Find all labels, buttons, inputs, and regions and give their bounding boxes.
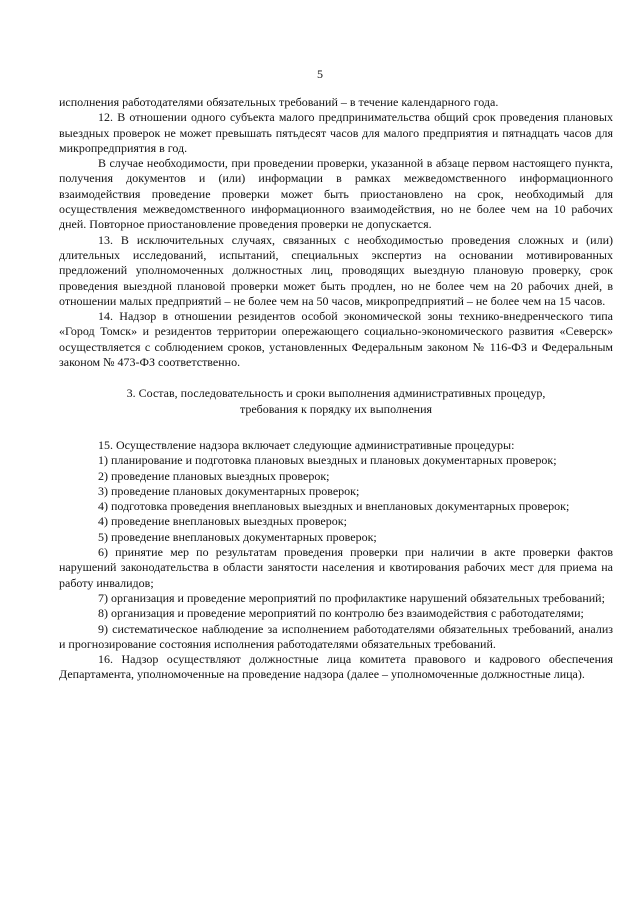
- paragraph-item-15: 15. Осуществление надзора включает следующие административные процедуры:: [98, 437, 515, 452]
- section-title-line-2: требования к порядку их выполнения: [239, 401, 433, 416]
- list-item-procedure-9: 9) систематическое наблюдение за исполнением работодателями обязательных требований, анализ и прогнозирование состояния исполнения работодателями обязательных требований.: [59, 621, 613, 651]
- list-item-procedure-4a: 4) подготовка проведения внеплановых выездных и внеплановых документарных проверок;: [98, 499, 570, 514]
- list-item-procedure-1: 1) планирование и подготовка плановых выездных и плановых документарных проверок;: [98, 453, 557, 468]
- list-item-procedure-2: 2) проведение плановых выездных проверок;: [98, 468, 330, 483]
- section-title: [59, 386, 613, 417]
- list-item-procedure-6: 6) принятие мер по результатам проведения проверки при наличии в акте проверки фактов нарушений законодательства в области занятости населения и квотирования рабочих мест для приема на работу инвалидов;: [59, 545, 613, 590]
- list-item-procedure-5: 5) проведение внеплановых документарных проверок;: [98, 529, 377, 544]
- list-item-procedure-7: 7) организация и проведение мероприятий по профилактике нарушений обязательных требований;: [98, 590, 605, 605]
- page-number: 5: [317, 67, 323, 81]
- paragraph-item-13: 13. В исключительных случаях, связанных с необходимостью проведения сложных и (или) длительных исследований, испытаний, специальных экспертиз на основании мотивированных предложений уполномоченных должностных лиц, проводящих выездную плановую проверку, срок проведения выездной плановой проверки может быть продлен, но не более чем на 20 рабочих дней, в отношении малых предприятий – не более чем на 50 часов, микропредприятий – не более чем на 15 часов.: [59, 232, 613, 308]
- list-item-procedure-3: 3) проведение плановых документарных проверок;: [98, 483, 360, 498]
- paragraph-item-12-suspension: В случае необходимости, при проведении проверки, указанной в абзаце первом настоящего пункта, получения документов и (или) информации в рамках межведомственного информационного взаимодействия проведение проверки может быть приостановлено на срок, необходимый для осуществления межведомственного информационного взаимодействия, но не более чем на 10 рабочих дней. Повторное приостановление проведения проверки не допускается.: [59, 156, 613, 232]
- paragraph-item-14: 14. Надзор в отношении резидентов особой экономической зоны технико-внедренческого типа «Город Томск» и резидентов территории опережающего социально-экономического развития «Северск» осуществляется с соблюдением сроков, установленных Федеральным законом № 116-ФЗ и Федеральным законом № 473-ФЗ соответственно.: [59, 309, 613, 370]
- document-body: [59, 95, 613, 683]
- paragraph-continuation: исполнения работодателями обязательных требований – в течение календарного года.: [59, 95, 499, 109]
- list-item-procedure-4b: 4) проведение внеплановых выездных проверок;: [98, 514, 347, 529]
- section-title-line-1: 3. Состав, последовательность и сроки выполнения административных процедур,: [126, 386, 546, 401]
- paragraph-item-16: 16. Надзор осуществляют должностные лица комитета правового и кадрового обеспечения Департамента, уполномоченные на проведение надзора (далее – уполномоченные должностные лица).: [59, 652, 613, 682]
- list-item-procedure-8: 8) организация и проведение мероприятий по контролю без взаимодействия с работодателями;: [98, 606, 584, 621]
- paragraph-item-12: 12. В отношении одного субъекта малого предпринимательства общий срок проведения плановых выездных проверок не может превышать пятьдесят часов для малого предприятия и пятнадцать часов для микропредприятия в год.: [59, 110, 613, 155]
